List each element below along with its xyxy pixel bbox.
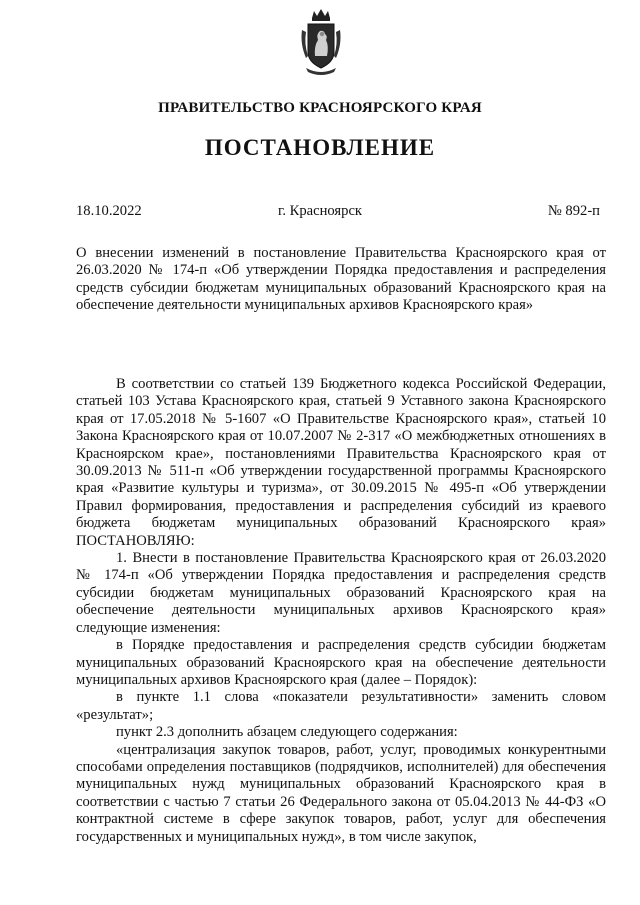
body-paragraph: пункт 2.3 дополнить абзацем следующего содержания: <box>116 724 458 741</box>
government-name: ПРАВИТЕЛЬСТВО КРАСНОЯРСКОГО КРАЯ <box>158 100 482 116</box>
body-paragraph: «централизация закупок товаров, работ, услуг, проводимых конкурентными способами определения поставщиков (подрядчиков, исполнителей) для обеспечения муниципальных нужд муниципальных образований Красноярского края в соответствии с частью 7 статьи 26 Федерального закона от 05.04.2013 № 44-ФЗ «О контрактной системе в сфере закупок товаров, работ, услуг для обеспечения государственных и муниципальных нужд», в том числе закупок, <box>76 741 606 845</box>
body-paragraph: в пункте 1.1 слова «показатели результативности» заменить словом «результат»; <box>76 689 606 723</box>
body-paragraph: В соответствии со статьей 139 Бюджетного кодекса Российской Федерации, статьей 103 Устава Красноярского края, статьей 9 Уставного закона Красноярского края от 17.05.2018 № 5-1607 «О Правительстве Красноярского края», статьей 10 Закона Красноярского края от 10.07.2007 № 2-317 «О межбюджетных отношениях в Красноярском крае», постановлениями Правительства Красноярского края от 30.09.2013 № 511-п «Об утверждении государственной программы Красноярского края «Развитие культуры и туризма», от 30.09.2015 № 495-п «Об утверждении Правил формирования, предоставления и распределения субсидий из краевого бюджета бюджетам муниципальных образований Красноярского края» ПОСТАНОВЛЯЮ: <box>76 376 606 549</box>
document-city: г. Красноярск <box>277 203 363 219</box>
document-body <box>76 376 606 846</box>
document-date: 18.10.2022 <box>76 203 142 219</box>
body-paragraph: 1. Внести в постановление Правительства Красноярского края от 26.03.2020 № 174-п «Об утверждении Порядка предоставления и распределения средств субсидии бюджетам муниципальных образований Красноярского края на обеспечение деятельности муниципальных архивов Красноярского края» следующие изменения: <box>76 550 606 636</box>
document-title: ПОСТАНОВЛЕНИЕ <box>204 135 436 160</box>
body-paragraph: в Порядке предоставления и распределения средств субсидии бюджетам муниципальных образований Красноярского края на обеспечение деятельности муниципальных архивов Красноярского края (далее – Порядок): <box>76 637 606 688</box>
document-subject <box>76 245 606 315</box>
coat-of-arms-icon <box>298 8 344 76</box>
document-number: № 892-п <box>547 203 600 219</box>
subject-text: О внесении изменений в постановление Правительства Красноярского края от 26.03.2020 № 174-п «Об утверждении Порядка предоставления и распределения средств субсидии бюджетам муниципальных образований Красноярского края на обеспечение деятельности муниципальных архивов Красноярского края» <box>76 245 606 314</box>
